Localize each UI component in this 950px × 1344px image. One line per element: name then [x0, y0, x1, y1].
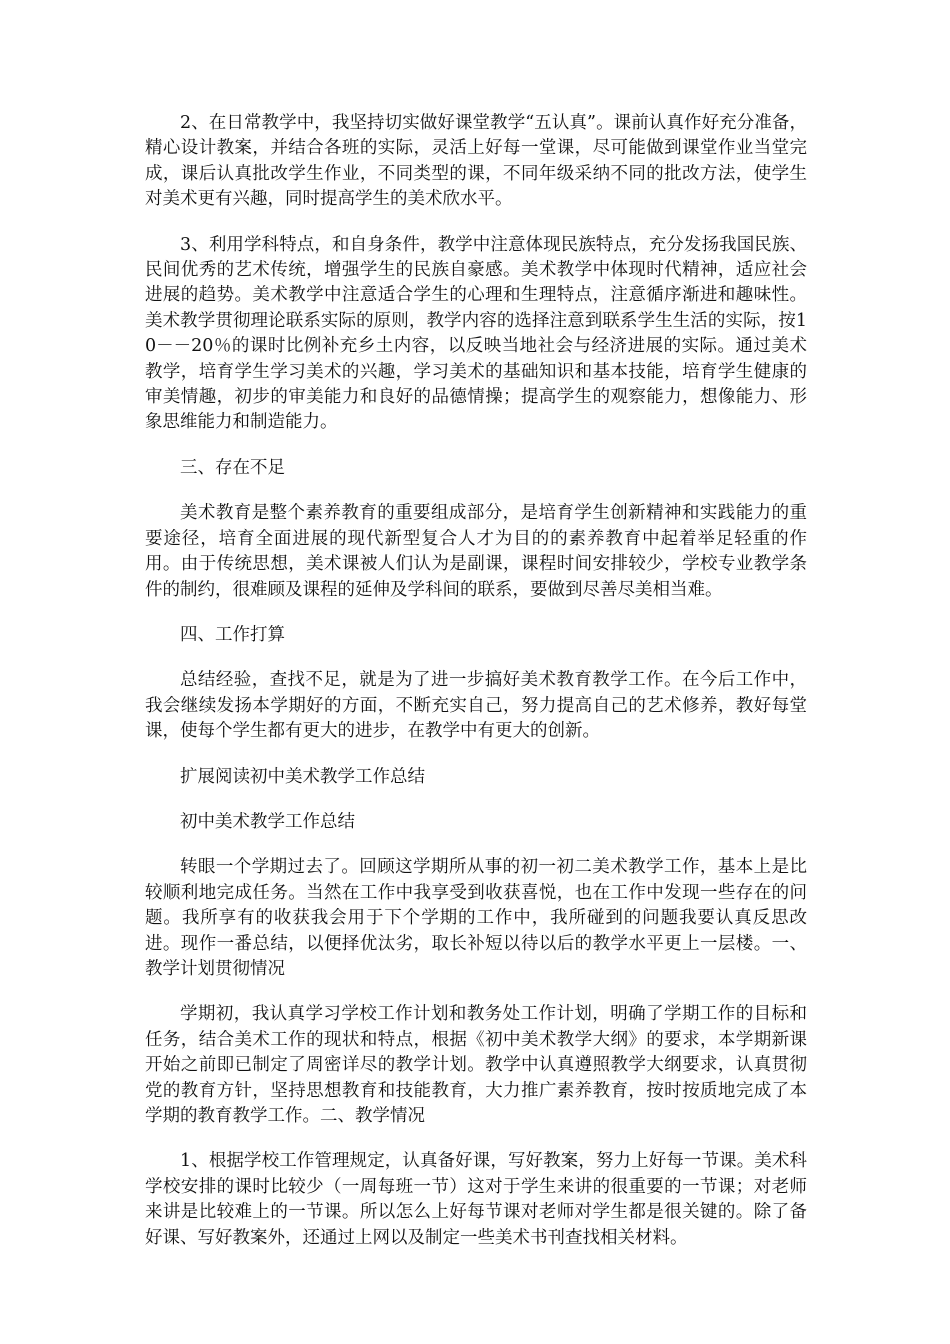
paragraph-teaching-plan: 学期初，我认真学习学校工作计划和教务处工作计划，明确了学期工作的目标和任务，结合美术工作的现状和特点，根据《初中美术教学大纲》的要求，本学期新课开始之前即已制定了周密详尽的教学计划。教学中认真遵照教学大纲要求，认真贯彻党的教育方针，坚持思想教育和技能教育，大力推广素养教育，按时按质地完成了本学期的教育教学工作。二、教学情况 — [145, 1004, 807, 1126]
section-heading-shortcomings: 三、存在不足 — [180, 457, 285, 478]
paragraph-cultural-features: 3、利用学科特点，和自身条件，教学中注意体现民族特点，充分发扬我国民族、民间优秀的艺术传统，增强学生的民族自豪感。美术教学中体现时代精神，适应社会进展的趋势。美术教学中注意适合学生的心理和生理特点，注意循序渐进和趣味性。美术教学贯彻理论联系实际的原则，教学内容的选择注意到联系学生生活的实际，按10－－20％的课时比例补充乡土内容，以反映当地社会与经济进展的实际。通过美术教学，培育学生学习美术的兴趣，学习美术的基础知识和基本技能，培育学生健康的审美情趣，初步的审美能力和良好的品德情操；提高学生的观察能力，想像能力、形象思维能力和制造能力。 — [145, 234, 807, 433]
paragraph-teaching-routine: 2、在日常教学中，我坚持切实做好课堂教学“五认真”。课前认真作好充分准备，精心设计教案，并结合各班的实际，灵活上好每一堂课，尽可能做到课堂作业当堂完成，课后认真批改学生作业，不同类型的课，不同年级采纳不同的批改方法，使学生对美术更有兴趣，同时提高学生的美术欣水平。 — [145, 113, 807, 210]
paragraph-work-plan: 总结经验，查找不足，就是为了进一步搞好美术教育教学工作。在今后工作中，我会继续发扬本学期好的方面，不断充实自己，努力提高自己的艺术修养，教好每堂课，使每个学生都有更大的进步，在教学中有更大的创新。 — [145, 670, 807, 742]
paragraph-lesson-prep: 1、根据学校工作管理规定，认真备好课，写好教案，努力上好每一节课。美术科学校安排的课时比较少（一周每班一节）这对于学生来讲的很重要的一节课；对老师来讲是比较难上的一节课。所以怎么上好每节课对老师对学生都是很关键的。除了备好课、写好教案外，还通过上网以及制定一些美术书刊查找相关材料。 — [145, 1151, 807, 1248]
document-page — [145, 111, 807, 1271]
paragraph-shortcomings: 美术教育是整个素养教育的重要组成部分，是培育学生创新精神和实践能力的重要途径，培育全面进展的现代新型复合人才为目的的素养教育中起着举足轻重的作用。由于传统思想，美术课被人们认为是副课，课程时间安排较少，学校专业教学条件的制约，很难顾及课程的延伸及学科间的联系，要做到尽善尽美相当难。 — [145, 503, 807, 600]
article-title: 初中美术教学工作总结 — [180, 811, 355, 832]
section-heading-work-plan: 四、工作打算 — [180, 624, 285, 645]
paragraph-semester-review: 转眼一个学期过去了。回顾这学期所从事的初一初二美术教学工作，基本上是比较顺利地完成任务。当然在工作中我享受到收获喜悦，也在工作中发现一些存在的问题。我所享有的收获我会用于下个学期的工作中，我所碰到的问题我要认真反思改进。现作一番总结，以便择优汰劣，取长补短以待以后的教学水平更上一层楼。一、教学计划贯彻情况 — [145, 857, 807, 979]
extended-reading-heading: 扩展阅读初中美术教学工作总结 — [180, 766, 425, 787]
